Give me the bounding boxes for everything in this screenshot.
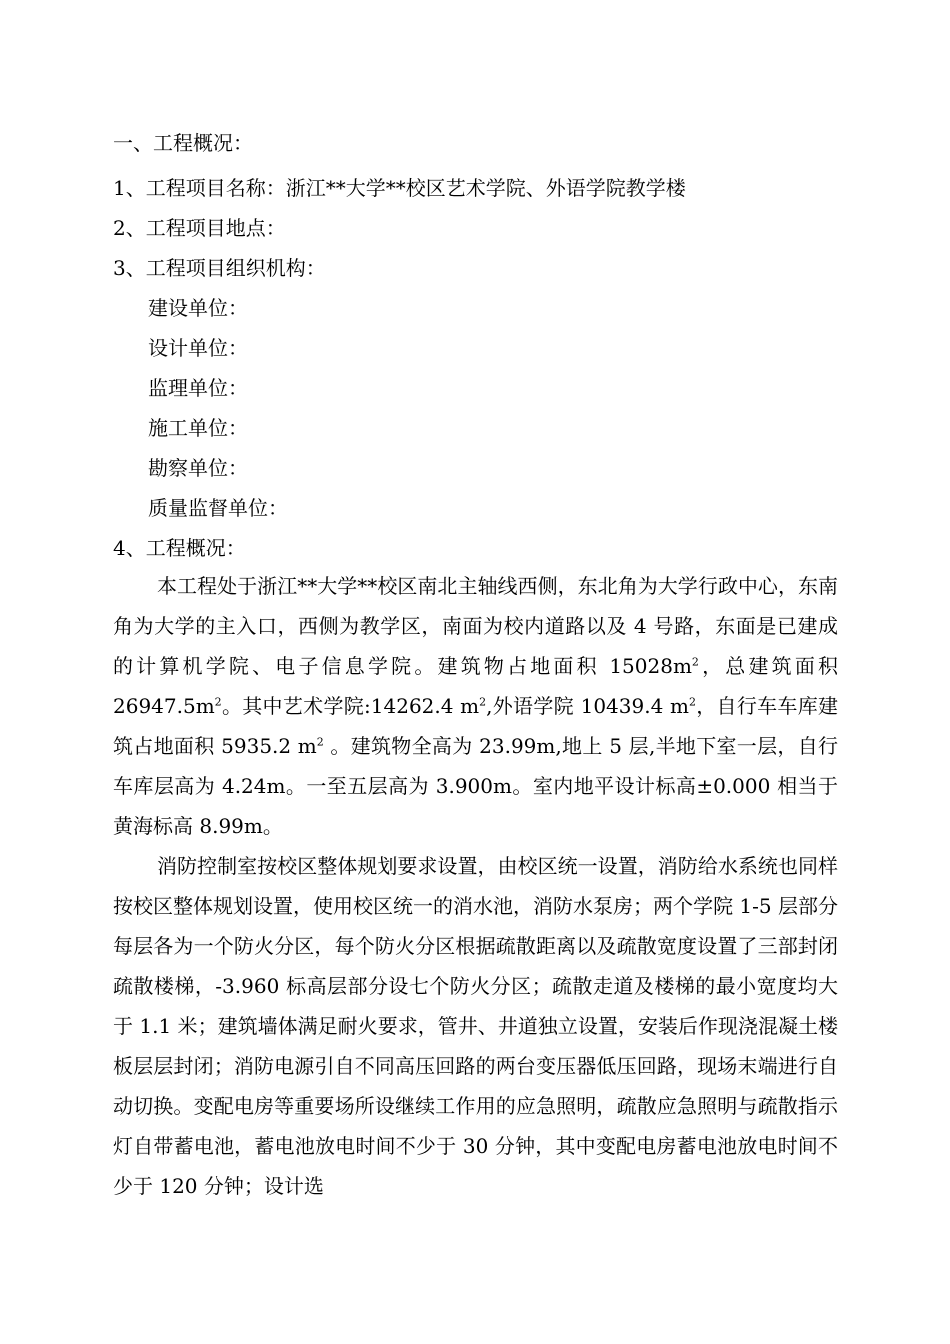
superscript-2: 2 [691,655,699,669]
para1-text-6: 。建筑物全高为 23.99m,地上 5 层,半地下室一层，自行车库层高为 4.24m。一至五层高为 3.900m。室内地平设计标高±0.000 相当于黄海标高 8.99m。 [113,734,838,838]
org-unit-survey: 勘察单位： [148,456,248,480]
section-heading: 一、工程概况： [113,131,253,155]
superscript-2: 2 [479,695,487,709]
item-project-name: 1、工程项目名称：浙江**大学**校区艺术学院、外语学院教学楼 [113,176,686,200]
org-unit-construction: 建设单位： [148,296,248,320]
org-unit-supervision: 监理单位： [148,376,248,400]
superscript-2: 2 [688,695,696,709]
fire-protection-paragraph [113,846,838,1206]
overview-paragraph [113,566,838,846]
item-project-overview: 4、工程概况： [113,536,246,560]
item-project-organization: 3、工程项目组织机构： [113,256,326,280]
para1-text-3: 。其中艺术学院:14262.4 m [221,694,480,718]
org-unit-design: 设计单位： [148,336,248,360]
para1-text-1: 本工程处于浙江**大学**校区南北主轴线西侧，东北角为大学行政中心，东南角为大学的主入口，西侧为教学区，南面为校内道路以及 4 号路，东面是已建成的计算机学院、电子信息学院。建筑物占地面积 15028m [113,574,838,678]
para2-text: 消防控制室按校区整体规划要求设置，由校区统一设置，消防给水系统也同样按校区整体规划设置，使用校区统一的消水池，消防水泵房；两个学院 1-5 层部分每层各为一个防火分区，每个防火分区根据疏散距离以及疏散宽度设置了三部封闭疏散楼梯，-3.960 标高层部分设七个防火分区；疏散走道及楼梯的最小宽度均大于 1.1 米；建筑墙体满足耐火要求，管井、井道独立设置，安装后作现浇混凝土楼板层层封闭；消防电源引自不同高压回路的两台变压器低压回路，现场末端进行自动切换。变配电房等重要场所设继续工作用的应急照明，疏散应急照明与疏散指示灯自带蓄电池，蓄电池放电时间不少于 30 分钟，其中变配电房蓄电池放电时间不少于 120 分钟；设计选 [113,854,838,1198]
superscript-2: 2 [214,695,222,709]
org-unit-contractor: 施工单位： [148,416,248,440]
org-unit-quality-supervision: 质量监督单位： [148,496,288,520]
para1-text-2: ，总建筑面积 26947.5m [113,654,839,718]
para1-text-5: ，自行车车库建筑占地面积 5935.2 m [113,694,839,758]
superscript-2: 2 [316,735,324,749]
item-project-location: 2、工程项目地点： [113,216,286,240]
para1-text-4: ,外语学院 10439.4 m [486,694,689,718]
